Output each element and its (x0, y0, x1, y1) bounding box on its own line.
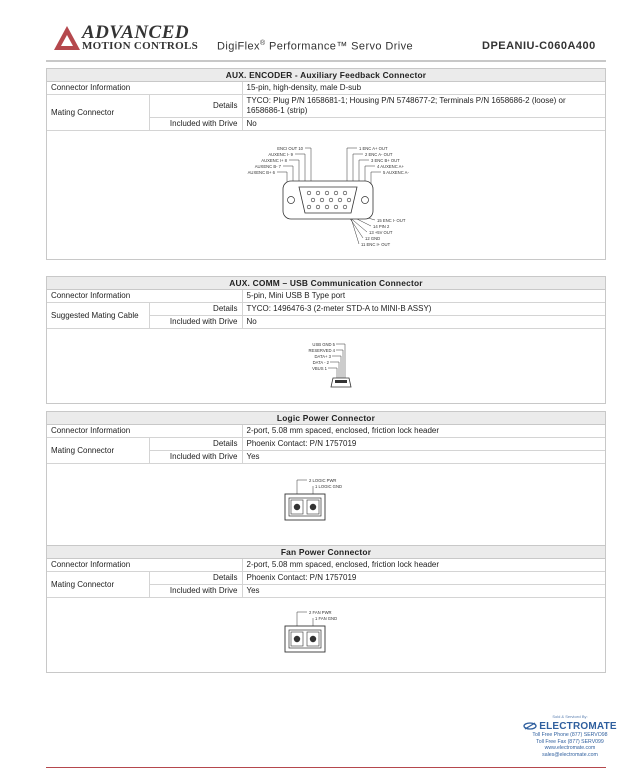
logo-line2: MOTION CONTROLS (82, 40, 199, 52)
pin-label: AUXENC I- 9 (268, 152, 293, 157)
included-label: Included with Drive (149, 585, 242, 598)
details-label: Details (149, 95, 242, 118)
included-value: No (242, 316, 605, 329)
details-value: TYCO: Plug P/N 1658681-1; Housing P/N 5748677-2; Terminals P/N 1658686-2 (loose) or 1658686-1 (strip) (242, 95, 605, 118)
logic-power-section (46, 411, 606, 548)
header-divider (46, 60, 606, 62)
model-number: DPEANIU-C060A400 (482, 40, 596, 52)
pin-label: VBUS 1 (312, 366, 327, 371)
pin-label: AUXENC B+ 6 (247, 170, 275, 175)
mating-connector-label: Mating Connector (47, 572, 149, 598)
pin-label: 5 AUXENC A- (383, 170, 409, 175)
footer-divider (46, 767, 606, 768)
usb-pinout-diagram (47, 329, 605, 403)
connector-table (47, 559, 605, 598)
connector-info-value: 15-pin, high-density, male D-sub (242, 82, 605, 95)
logo-line1: ADVANCED (82, 22, 190, 43)
pin-label: 12 GND (365, 236, 381, 241)
company-logo (54, 24, 204, 52)
pin-label: 2 ENC A- OUT (365, 152, 393, 157)
included-value: No (242, 118, 605, 131)
details-value: Phoenix Contact: P/N 1757019 (242, 438, 605, 451)
section-title: AUX. ENCODER - Auxiliary Feedback Connector (47, 69, 605, 82)
section-title: AUX. COMM – USB Communication Connector (47, 277, 605, 290)
pin-label: 2 LOGIC PWR (309, 478, 337, 483)
pin-label: 1 ENC A+ OUT (359, 146, 388, 151)
dsub-pinout-diagram (47, 131, 605, 259)
table-row (47, 559, 605, 572)
connector-table (47, 82, 605, 131)
distributor-website-link[interactable]: www.electromate.com (544, 745, 596, 751)
table-row (47, 290, 605, 303)
pin-label: RESERVED 4 (308, 348, 335, 353)
pin-label: 2 FAN PWR (309, 610, 332, 615)
aux-encoder-section (46, 68, 606, 260)
pin-label: ENCI OUT 10 (277, 146, 303, 151)
table-row (47, 438, 605, 451)
details-label: Details (149, 572, 242, 585)
mating-cable-label: Suggested Mating Cable (47, 303, 149, 329)
terminal-header-icon (47, 598, 607, 672)
details-value: Phoenix Contact: P/N 1757019 (242, 572, 605, 585)
usb-comm-section (46, 276, 606, 404)
details-value: TYCO: 1496476-3 (2-meter STD-A to MINI-B ASSY) (242, 303, 605, 316)
dsub-connector-icon (47, 131, 607, 259)
distributor-email-link[interactable]: sales@electromate.com (542, 751, 598, 758)
mating-connector-label: Mating Connector (47, 95, 149, 131)
pin-label: AUXENC B- 7 (254, 164, 281, 169)
distributor-block (520, 714, 620, 758)
pin-label: AUXENC I+ 8 (261, 158, 287, 163)
connector-info-value: 2-port, 5.08 mm spaced, enclosed, friction lock header (242, 559, 605, 572)
connector-info-label: Connector Information (47, 425, 242, 438)
details-label: Details (149, 303, 242, 316)
fan-power-pinout-diagram (47, 598, 605, 672)
terminal-header-icon (47, 464, 607, 547)
pin-label: 1 FAN GND (315, 616, 338, 621)
included-label: Included with Drive (149, 118, 242, 131)
distributor-phone: Toll Free Phone (877) SERVO98 (532, 732, 608, 738)
pin-label: USB GND 5 (312, 342, 335, 347)
fan-power-section (46, 545, 606, 673)
included-label: Included with Drive (149, 451, 242, 464)
distributor-fax: Toll Free Fax (877) SERV099 (536, 738, 604, 745)
table-row (47, 572, 605, 585)
connector-table (47, 425, 605, 464)
section-title: Logic Power Connector (47, 412, 605, 425)
electromate-swoosh-icon (523, 722, 537, 730)
pin-label: 13 +5V OUT (369, 230, 393, 235)
table-row (47, 95, 605, 118)
details-label: Details (149, 438, 242, 451)
connector-info-label: Connector Information (47, 82, 242, 95)
logo-triangle-icon (54, 26, 80, 50)
distributor-label: Sold & Serviced By: (552, 714, 588, 719)
pin-label: DATA - 2 (312, 360, 329, 365)
connector-info-value: 2-port, 5.08 mm spaced, enclosed, friction lock header (242, 425, 605, 438)
included-label: Included with Drive (149, 316, 242, 329)
connector-info-value: 5-pin, Mini USB B Type port (242, 290, 605, 303)
pin-label: 3 ENC B+ OUT (371, 158, 400, 163)
mating-connector-label: Mating Connector (47, 438, 149, 464)
table-row (47, 425, 605, 438)
included-value: Yes (242, 451, 605, 464)
pin-label: 4 AUXENC A+ (377, 164, 404, 169)
connector-info-label: Connector Information (47, 559, 242, 572)
mini-usb-icon (47, 329, 607, 403)
included-value: Yes (242, 585, 605, 598)
distributor-logo: ELECTROMATE (520, 721, 620, 732)
document-title: DigiFlex® Performance™ Servo Drive (217, 40, 414, 53)
page-header (0, 0, 638, 66)
pin-label: 11 ENC I+ OUT (361, 242, 391, 247)
connector-table (47, 290, 605, 329)
section-title: Fan Power Connector (47, 546, 605, 559)
table-row (47, 82, 605, 95)
connector-info-label: Connector Information (47, 290, 242, 303)
pin-label: 1 LOGIC GND (315, 484, 342, 489)
pin-label: DATA+ 3 (314, 354, 331, 359)
pin-label: 15 ENC I- OUT (377, 218, 406, 223)
logic-power-pinout-diagram (47, 464, 605, 547)
pin-label: 14 PIN 2 (373, 224, 390, 229)
table-row (47, 303, 605, 316)
